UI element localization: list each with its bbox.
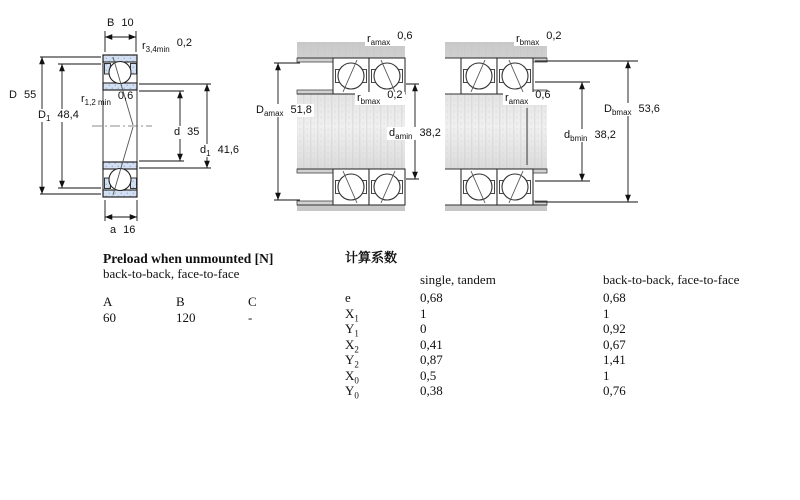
dim-label-damin: $d_{amin}$ 38,2 bbox=[389, 127, 441, 142]
preload-value-A: 60 bbox=[103, 310, 116, 325]
dim-label-rbmax-a: $r_{bmax}0,2$ bbox=[357, 89, 403, 107]
factor-row-Y0: $Y_0$ 0,38 0,76 bbox=[345, 383, 626, 401]
bearing-cross-section bbox=[92, 55, 152, 197]
preload-col-A: A bbox=[103, 294, 113, 309]
preload-table bbox=[103, 251, 353, 325]
preload-header-row bbox=[103, 294, 353, 309]
factor-row-e: e 0,68 0,68 bbox=[345, 290, 626, 305]
mounting-drawing-b bbox=[445, 42, 638, 211]
dim-label-Damax: $D_{amax}$ 51,8 bbox=[256, 104, 312, 119]
factors-title: 计算系数 bbox=[345, 250, 398, 265]
preload-col-B: B bbox=[176, 294, 185, 309]
dim-label-d: d 35 bbox=[174, 126, 200, 138]
preload-col-C: C bbox=[248, 294, 257, 309]
factor-row-X0: $X_0$ 0,5 1 bbox=[345, 367, 610, 386]
dim-label-D: D 55 bbox=[9, 89, 37, 101]
calculation-factors-table bbox=[345, 250, 775, 399]
dim-label-r34min: $r_{3,4min}0,2$ bbox=[142, 37, 192, 55]
dim-label-B: B 10 bbox=[107, 17, 134, 29]
preload-value-row bbox=[103, 310, 353, 325]
dim-label-Dbmax: $D_{bmax}$ 53,6 bbox=[604, 103, 660, 118]
factors-rows bbox=[345, 290, 775, 399]
dim-label-r12min: $r_{1,2 min}0,6$ bbox=[81, 90, 134, 108]
dim-label-ramax-a: $r_{amax}0,6$ bbox=[367, 30, 413, 48]
preload-value-C: - bbox=[248, 310, 253, 325]
factors-col-single-tandem: single, tandem bbox=[420, 271, 496, 287]
dim-label-D1: $D_1$ 48,4 bbox=[38, 109, 79, 124]
dim-label-rbmax-b: $r_{bmax}0,2$ bbox=[516, 30, 562, 48]
dim-label-d1: $d_1$ 41,6 bbox=[200, 144, 239, 159]
factors-header-row bbox=[345, 272, 775, 288]
dim-label-dbmin: $d_{bmin}$ 38,2 bbox=[564, 129, 616, 144]
factors-col-b2b-f2f: back-to-back, face-to-face bbox=[603, 271, 740, 287]
factor-row-Y1: $Y_1$ 0 0,92 bbox=[345, 321, 626, 339]
preload-value-B: 120 bbox=[176, 310, 196, 325]
preload-subtitle: back-to-back, face-to-face bbox=[103, 266, 240, 281]
dim-label-a: a 16 bbox=[110, 224, 136, 236]
factor-row-Y2: $Y_2$ 0,87 1,41 bbox=[345, 352, 626, 370]
factor-row-X2: $X_2$ 0,41 0,67 bbox=[345, 336, 626, 355]
factor-row-X1: $X_1$ 1 1 bbox=[345, 305, 610, 324]
dim-label-ramax-b: $r_{amax}0,6$ bbox=[505, 89, 551, 107]
preload-title: Preload when unmounted [N] bbox=[103, 251, 274, 266]
